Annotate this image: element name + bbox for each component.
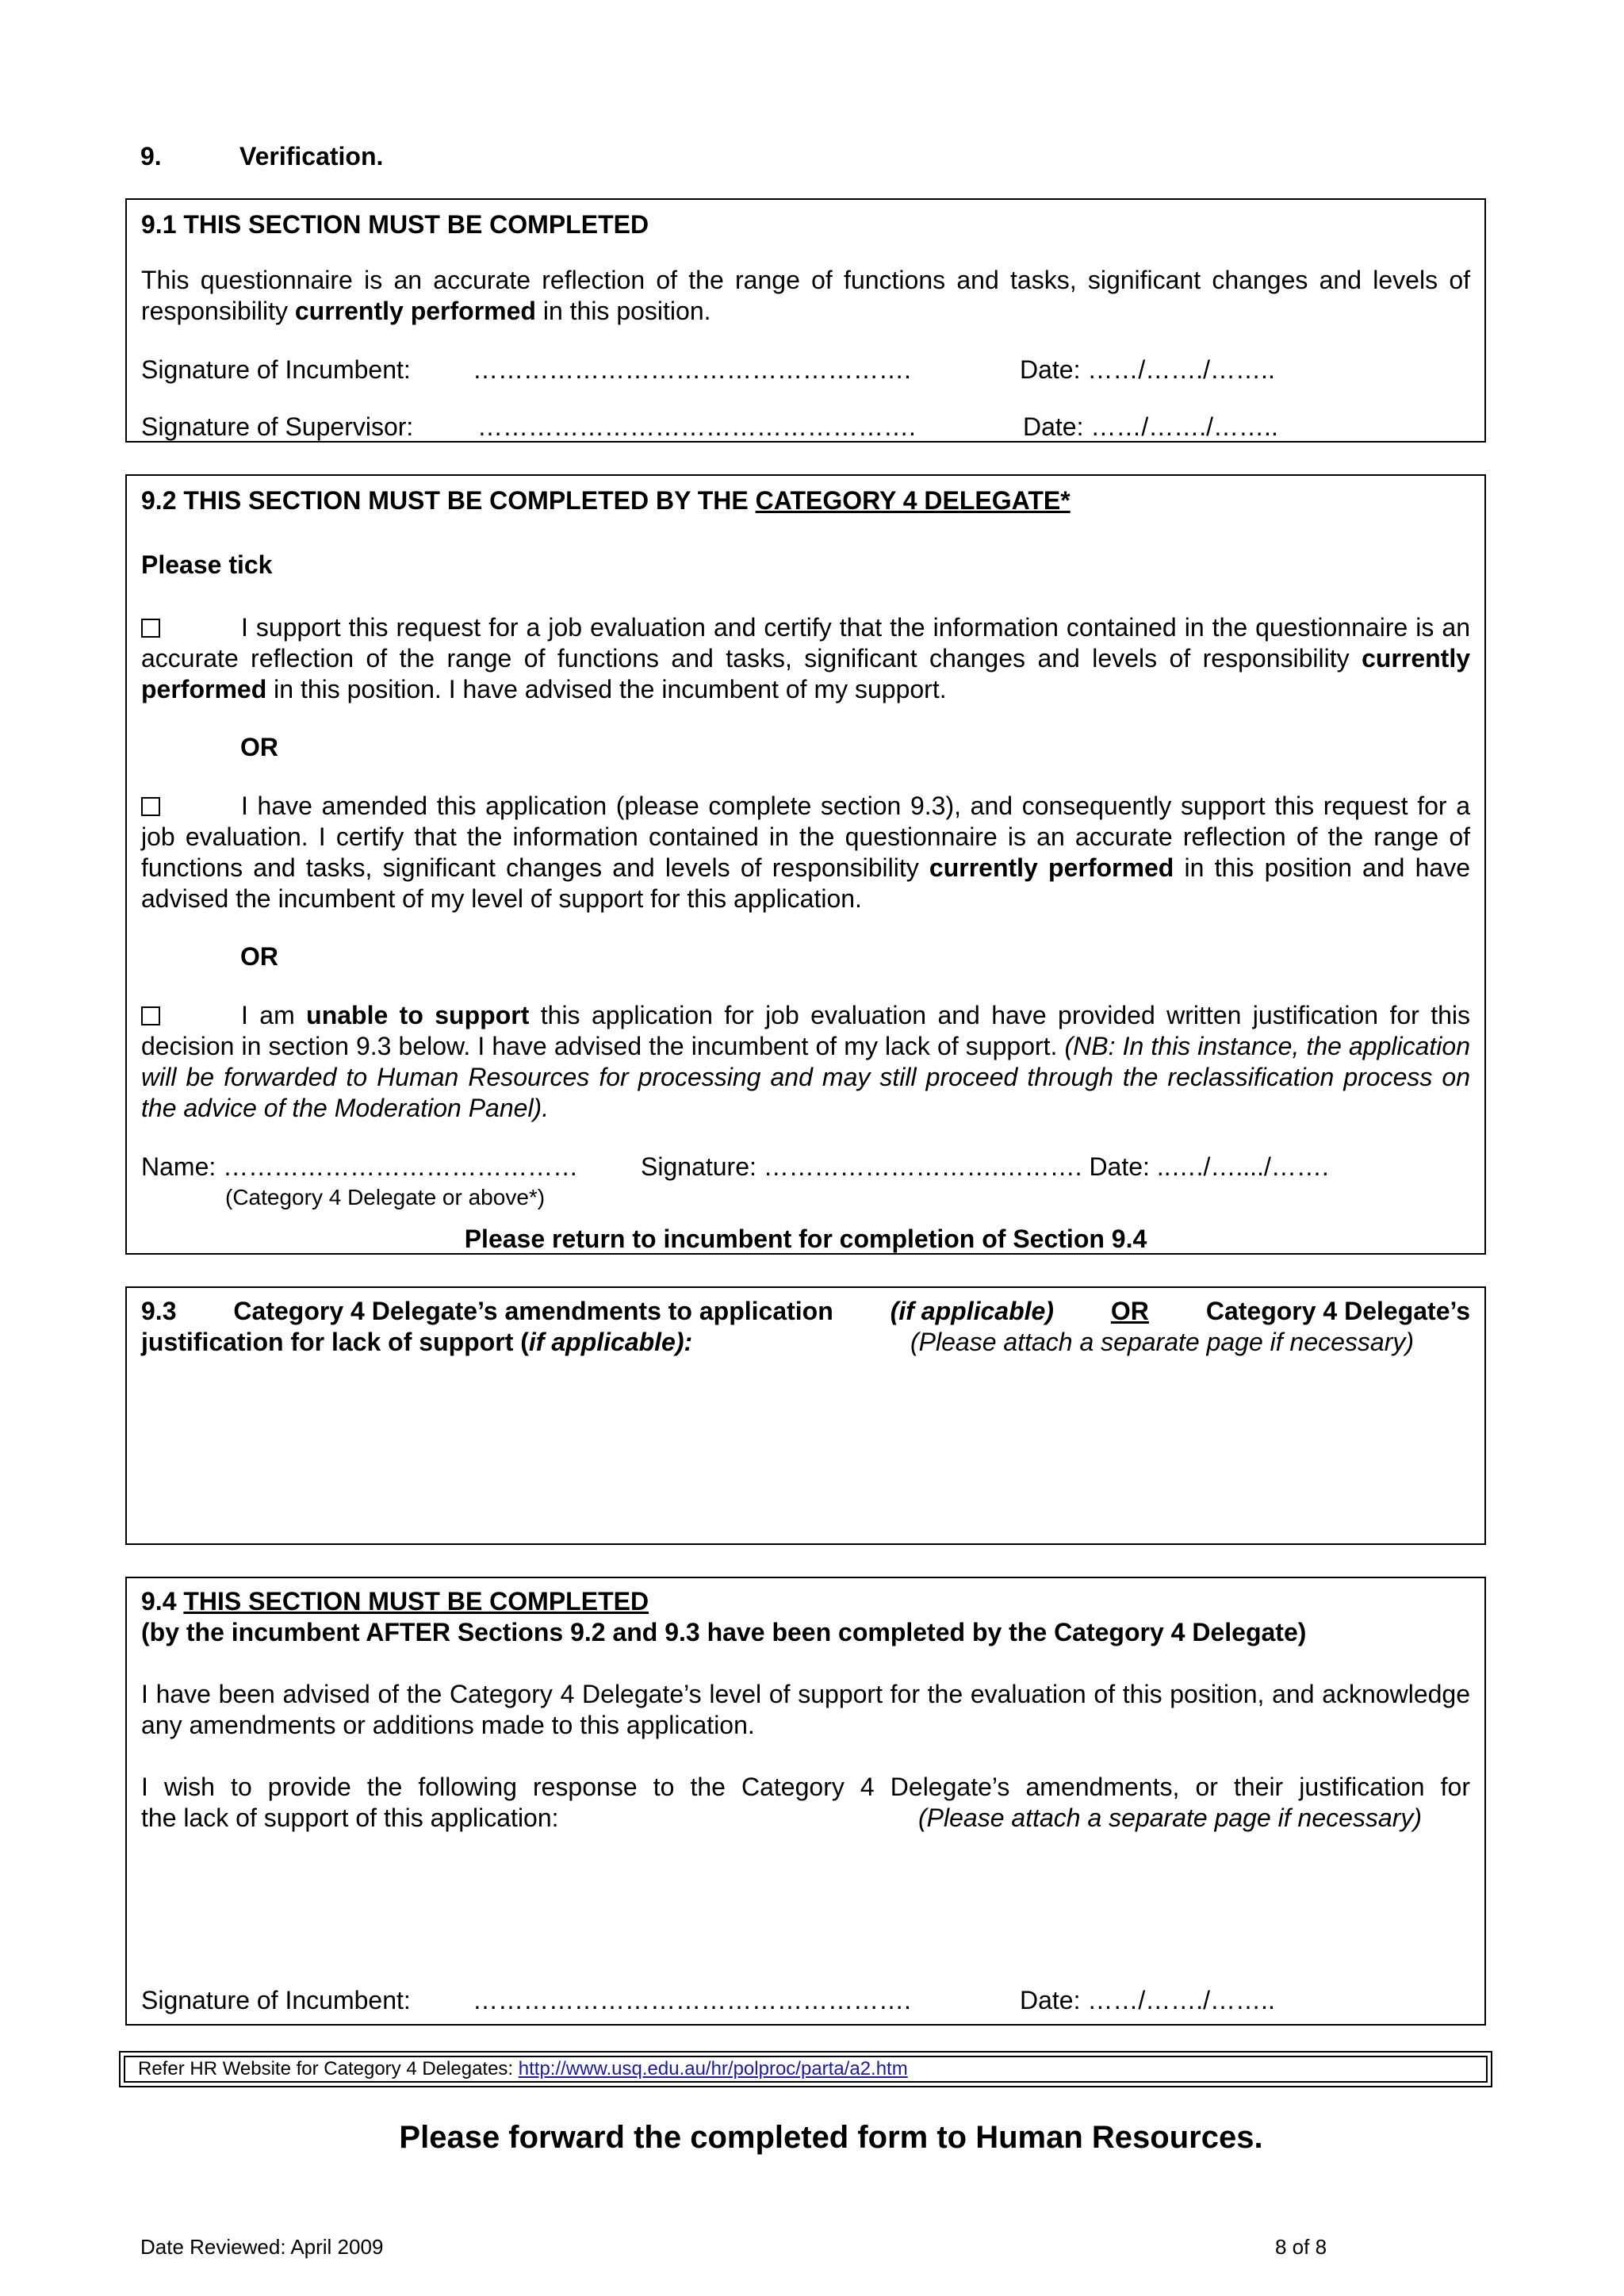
section-9-1-box	[125, 198, 1486, 443]
delegate-name-field[interactable]: Name: ……………………………………	[141, 1152, 579, 1181]
sig-incumbent-date[interactable]: Date: ……/……./……..	[1020, 355, 1275, 384]
footer-page-number: 8 of 8	[1275, 2235, 1327, 2259]
section-9-1-text: This questionnaire is an accurate reflection of the range of functions and tasks, significant changes and levels of responsibility currently performed in this position.	[141, 266, 1470, 325]
sig-supervisor-line[interactable]: …………………………………………….	[477, 412, 916, 441]
checkbox-support[interactable]	[141, 619, 160, 638]
checkbox-unable[interactable]	[141, 1006, 160, 1025]
section-9-3-title: 9.3 Category 4 Delegate’s amendments to application (if applicable) OR Category 4 Delegate’s	[141, 1297, 1470, 1325]
sig-supervisor-date[interactable]: Date: ……/……./……..	[1023, 412, 1278, 441]
sig-incumbent-date-9-4[interactable]: Date: ……/……./……..	[1020, 1986, 1275, 2014]
checkbox-amended[interactable]	[141, 797, 160, 816]
section-9-4-para2-line1: I wish to provide the following response to the Category 4 Delegate’s amendments, or their justification for	[141, 1773, 1470, 1801]
or-label-2: OR	[240, 942, 278, 971]
section-9-2-title: 9.2 THIS SECTION MUST BE COMPLETED BY THE CATEGORY 4 DELEGATE*	[141, 486, 1071, 515]
footer-date-reviewed: Date Reviewed: April 2009	[140, 2235, 384, 2259]
section-9-3-subtitle: justification for lack of support (if applicable):	[141, 1328, 693, 1356]
or-label-1: OR	[240, 733, 278, 761]
option-support-text: I support this request for a job evaluation and certify that the information contained in the questionnaire is an accurate reflection of the range of functions and tasks, significant changes and levels of responsibility currently performed in this position. I have advised the incumbent of my support.	[141, 613, 1470, 703]
hr-website-link[interactable]: http://www.usq.edu.au/hr/polproc/parta/a2.htm	[518, 2058, 908, 2079]
forward-note: Please forward the completed form to Human Resources.	[399, 2120, 1263, 2155]
section-9-4-attach-note: (Please attach a separate page if necessary)	[918, 1803, 1423, 1832]
please-tick-label: Please tick	[141, 550, 273, 579]
section-9-1-title: 9.1 THIS SECTION MUST BE COMPLETED	[141, 210, 649, 239]
section-title: Verification.	[239, 142, 384, 171]
sig-incumbent-line-9-4[interactable]: …………………………………………….	[473, 1986, 911, 2014]
section-9-3-attach-note: (Please attach a separate page if necessary)	[910, 1328, 1415, 1356]
option-amended-text: I have amended this application (please complete section 9.3), and consequently support this request for a job evaluation. I certify that the information contained in the questionnaire is an accurate reflection of the range of functions and tasks, significant changes and levels of responsibility currently performed in this position and have advised the incumbent of my level of support for this application.	[141, 792, 1471, 913]
section-9-4-box	[125, 1577, 1486, 2026]
sig-supervisor-label: Signature of Supervisor:	[141, 412, 414, 441]
sig-incumbent-line[interactable]: …………………………………………….	[473, 355, 911, 384]
section-9-4-para2-line2: the lack of support of this application:	[141, 1803, 559, 1832]
section-number: 9.	[140, 142, 162, 171]
response-area[interactable]	[141, 1840, 1470, 1975]
sig-incumbent-label-9-4: Signature of Incumbent:	[141, 1986, 411, 2014]
option-unable-text: I am unable to support this application for job evaluation and have provided written justification for this decision in section 9.3 below. I have advised the incumbent of my lack of support. (NB: In this instance, the application will be forwarded to Human Resources for processing and may still proceed through the reclassification process on the advice of the Moderation Panel).	[141, 1001, 1471, 1122]
section-9-3-box[interactable]	[125, 1286, 1486, 1545]
delegate-signature-field[interactable]: Signature: ……………………….………. Date: ..…./…..../…….	[641, 1152, 1329, 1181]
section-9-2-box	[125, 474, 1486, 1255]
return-note: Please return to incumbent for completion of Section 9.4	[464, 1225, 1147, 1253]
delegate-note: (Category 4 Delegate or above*)	[225, 1185, 546, 1209]
refer-box	[119, 2051, 1492, 2087]
section-9-4-title: 9.4 THIS SECTION MUST BE COMPLETED	[141, 1587, 649, 1616]
refer-text: Refer HR Website for Category 4 Delegates: http://www.usq.edu.au/hr/polproc/parta/a2.htm	[138, 2058, 908, 2079]
section-9-4-para1: I have been advised of the Category 4 Delegate’s level of support for the evaluation of this position, and acknowledge any amendments or additions made to this application.	[141, 1680, 1470, 1739]
section-9-4-subtitle: (by the incumbent AFTER Sections 9.2 and 9.3 have been completed by the Category 4 Delegate)	[141, 1618, 1307, 1646]
sig-incumbent-label: Signature of Incumbent:	[141, 355, 411, 384]
